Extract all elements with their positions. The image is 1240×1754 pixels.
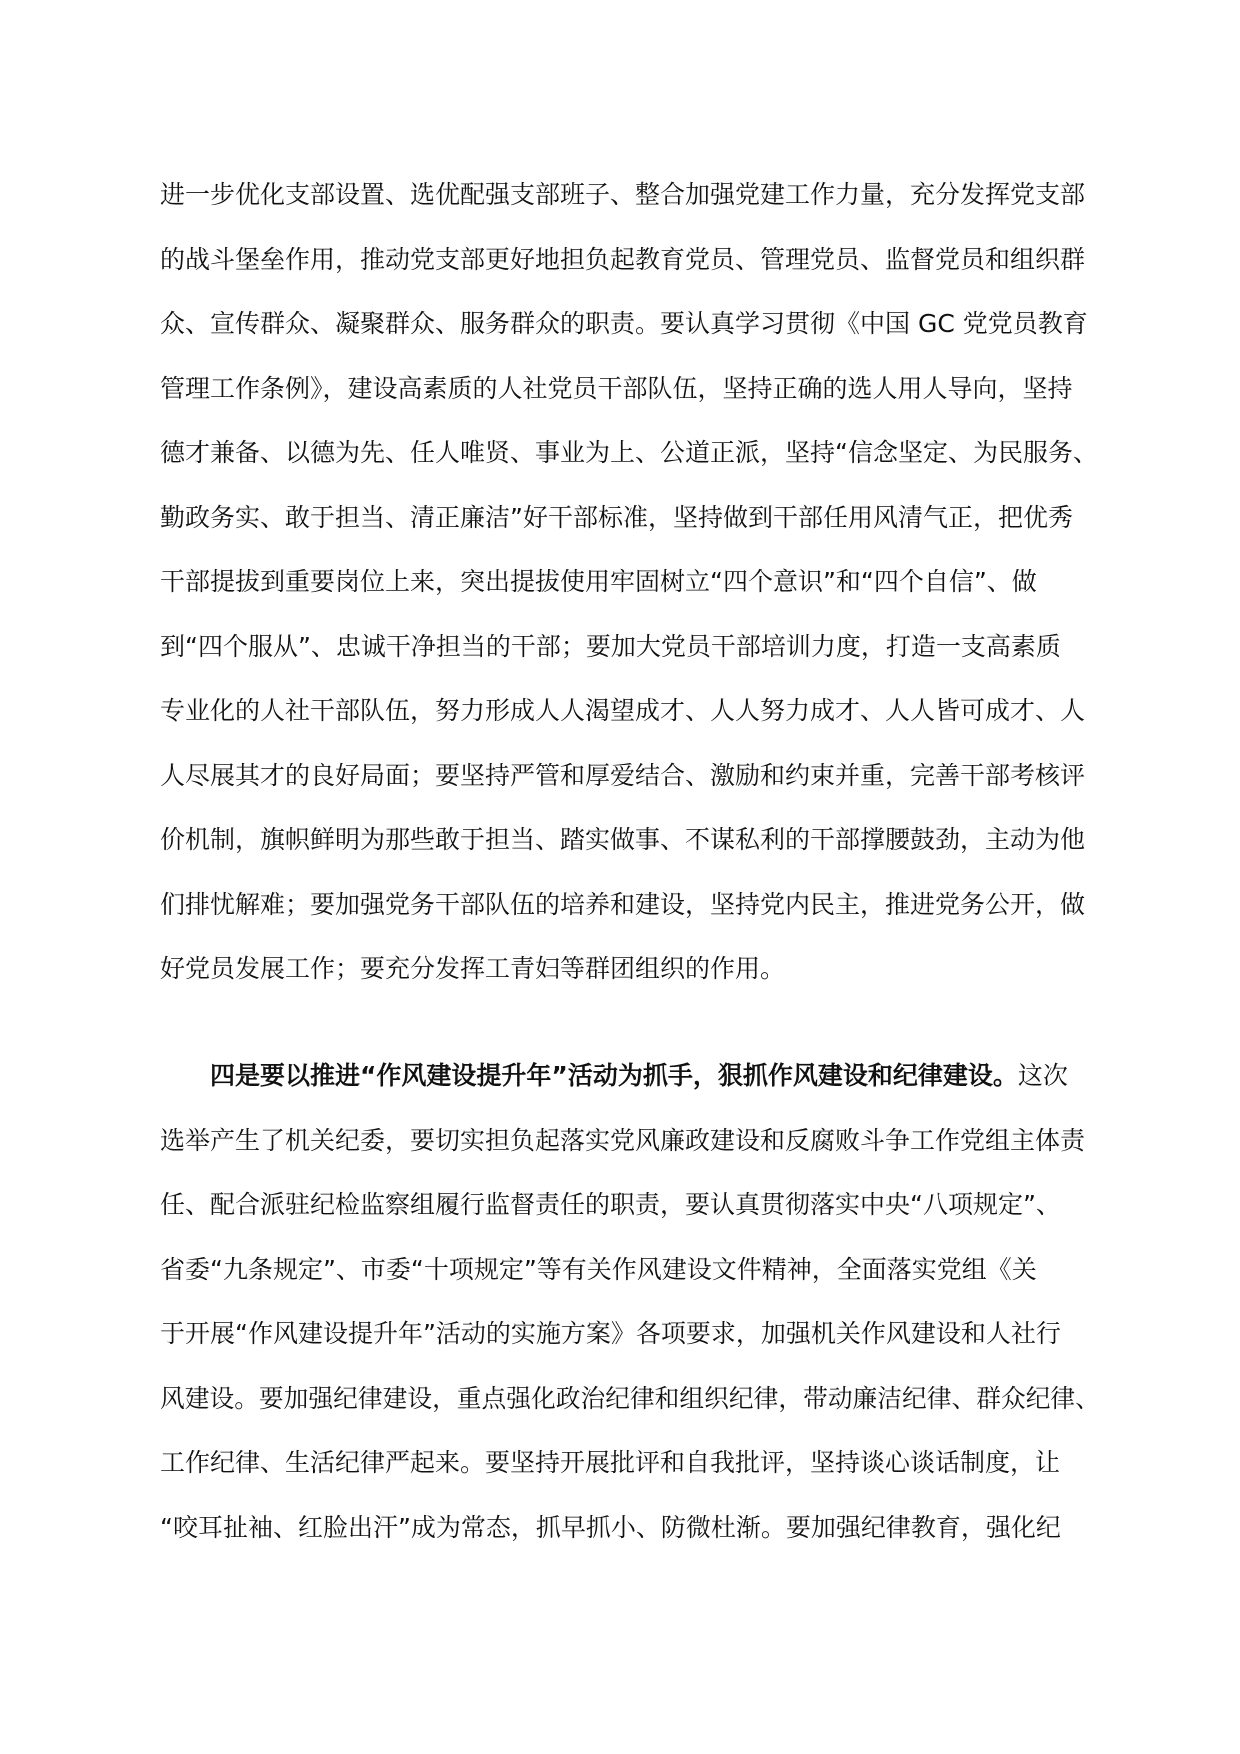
text-line: 选举产生了机关纪委，要切实担负起落实党风廉政建设和反腐败斗争工作党组主体责 bbox=[160, 1125, 1086, 1155]
text-line: 省委“九条规定”、市委“十项规定”等有关作风建设文件精神，全面落实党组《关 bbox=[160, 1254, 1037, 1284]
paragraph-style-discipline bbox=[160, 1044, 1100, 1560]
text-line: 们排忧解难；要加强党务干部队伍的培养和建设，坚持党内民主，推进党务公开，做 bbox=[160, 889, 1086, 919]
text-line: 人尽展其才的良好局面；要坚持严管和厚爱结合、激励和约束并重，完善干部考核评 bbox=[160, 760, 1086, 790]
text-line: 众、宣传群众、凝聚群众、服务群众的职责。要认真学习贯彻《中国 GC 党党员教育 bbox=[160, 309, 1088, 338]
paragraph-party-branch bbox=[160, 163, 1100, 1002]
text-line: 勤政务实、敢于担当、清正廉洁”好干部标准，坚持做到干部任用风清气正，把优秀 bbox=[160, 502, 1073, 532]
text-line: 进一步优化支部设置、选优配强支部班子、整合加强党建工作力量，充分发挥党支部 bbox=[160, 180, 1086, 209]
text-line: 到“四个服从”、忠诚干净担当的干部；要加大党员干部培训力度，打造一支高素质 bbox=[160, 631, 1061, 661]
text-line: 风建设。要加强纪律建设，重点强化政治纪律和组织纪律，带动廉洁纪律、群众纪律、 bbox=[160, 1383, 1100, 1413]
text-line: 工作纪律、生活纪律严起来。要坚持开展批评和自我批评，坚持谈心谈话制度，让 bbox=[160, 1448, 1061, 1477]
text-line: 的战斗堡垒作用，推动党支部更好地担负起教育党员、管理党员、监督党员和组织群 bbox=[160, 244, 1086, 274]
text-line: 好党员发展工作；要充分发挥工青妇等群团组织的作用。 bbox=[160, 954, 786, 983]
paragraph-first-line bbox=[160, 1044, 1100, 1109]
text-line: 德才兼备、以德为先、任人唯贤、事业为上、公道正派，坚持“信念坚定、为民服务、 bbox=[160, 438, 1098, 467]
text-line: 价机制，旗帜鲜明为那些敢于担当、踏实做事、不谋私利的干部撑腰鼓劲，主动为他 bbox=[160, 825, 1086, 854]
text-line: 干部提拔到重要岗位上来，突出提拔使用牢固树立“四个意识”和“四个自信”、做 bbox=[160, 567, 1037, 596]
paragraph-heading: 四是要以推进“作风建设提升年”活动为抓手，狠抓作风建设和纪律建设。 bbox=[210, 1061, 1018, 1090]
heading-continuation: 这次 bbox=[1017, 1061, 1068, 1090]
text-line: 于开展“作风建设提升年”活动的实施方案》各项要求，加强机关作风建设和人社行 bbox=[160, 1319, 1061, 1348]
text-line: 管理工作条例》，建设高素质的人社党员干部队伍，坚持正确的选人用人导向，坚持 bbox=[160, 373, 1073, 403]
text-line: 任、配合派驻纪检监察组履行监督责任的职责，要认真贯彻落实中央“八项规定”、 bbox=[160, 1190, 1061, 1219]
text-line: “咬耳扯袖、红脸出汗”成为常态，抓早抓小、防微杜渐。要加强纪律教育，强化纪 bbox=[160, 1512, 1061, 1542]
text-line: 专业化的人社干部队伍，努力形成人人渴望成才、人人努力成才、人人皆可成才、人 bbox=[160, 696, 1086, 725]
